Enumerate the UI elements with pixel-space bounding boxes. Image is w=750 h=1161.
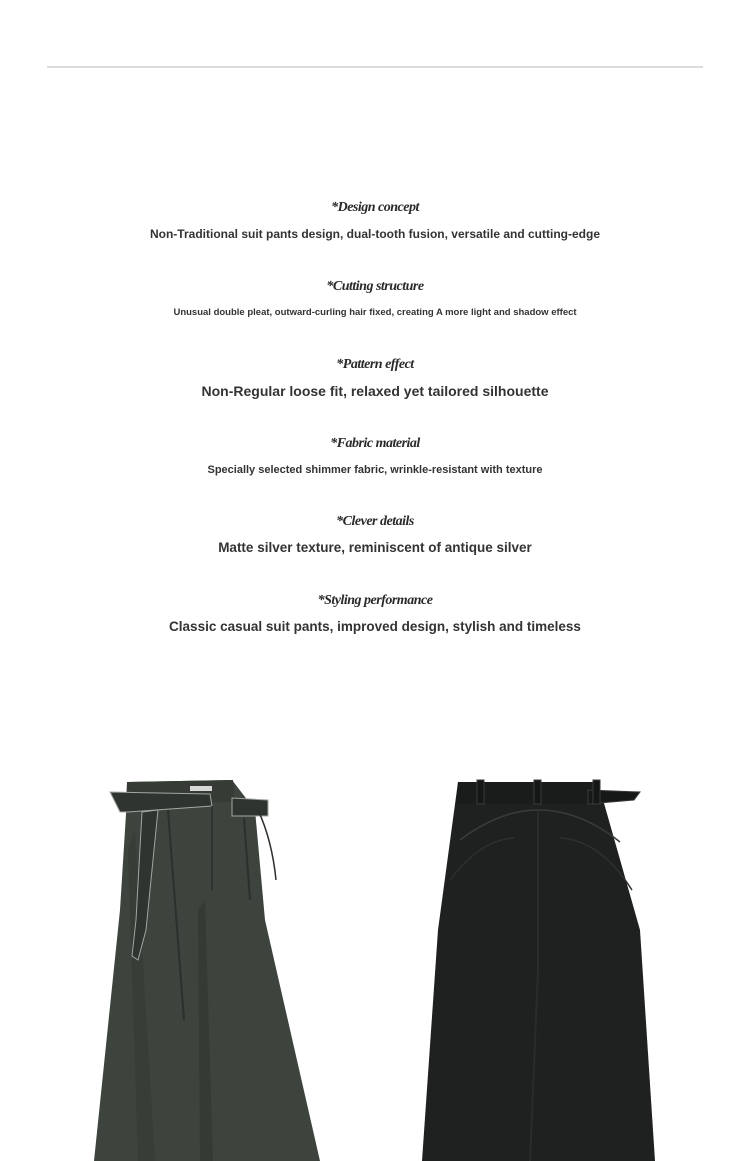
feature-title-clever-details: *Clever details (336, 514, 414, 529)
product-image-front (80, 770, 350, 1161)
pants-front-illustration (80, 770, 350, 1161)
product-image-back (410, 770, 670, 1161)
feature-title-pattern-effect: *Pattern effect (336, 357, 414, 372)
feature-title-cutting-structure: *Cutting structure (326, 279, 424, 294)
pants-back-illustration (410, 770, 670, 1161)
feature-desc-design-concept: Non-Traditional suit pants design, dual-tooth fusion, versatile and cutting-edge (149, 227, 601, 241)
feature-title-styling-performance: *Styling performance (317, 593, 433, 608)
feature-desc-pattern-effect: Non-Regular loose fit, relaxed yet tailored silhouette (201, 383, 549, 399)
feature-desc-fabric-material: Specially selected shimmer fabric, wrinkle-resistant with texture (207, 464, 543, 476)
feature-desc-styling-performance: Classic casual suit pants, improved design, stylish and timeless (169, 619, 581, 634)
feature-title-fabric-material: *Fabric material (330, 436, 420, 451)
feature-desc-clever-details: Matte silver texture, reminiscent of antique silver (218, 540, 532, 555)
feature-desc-cutting-structure: Unusual double pleat, outward-curling hair fixed, creating A more light and shadow effect (173, 307, 577, 318)
section-divider (47, 66, 703, 68)
feature-title-design-concept: *Design concept (331, 200, 419, 215)
